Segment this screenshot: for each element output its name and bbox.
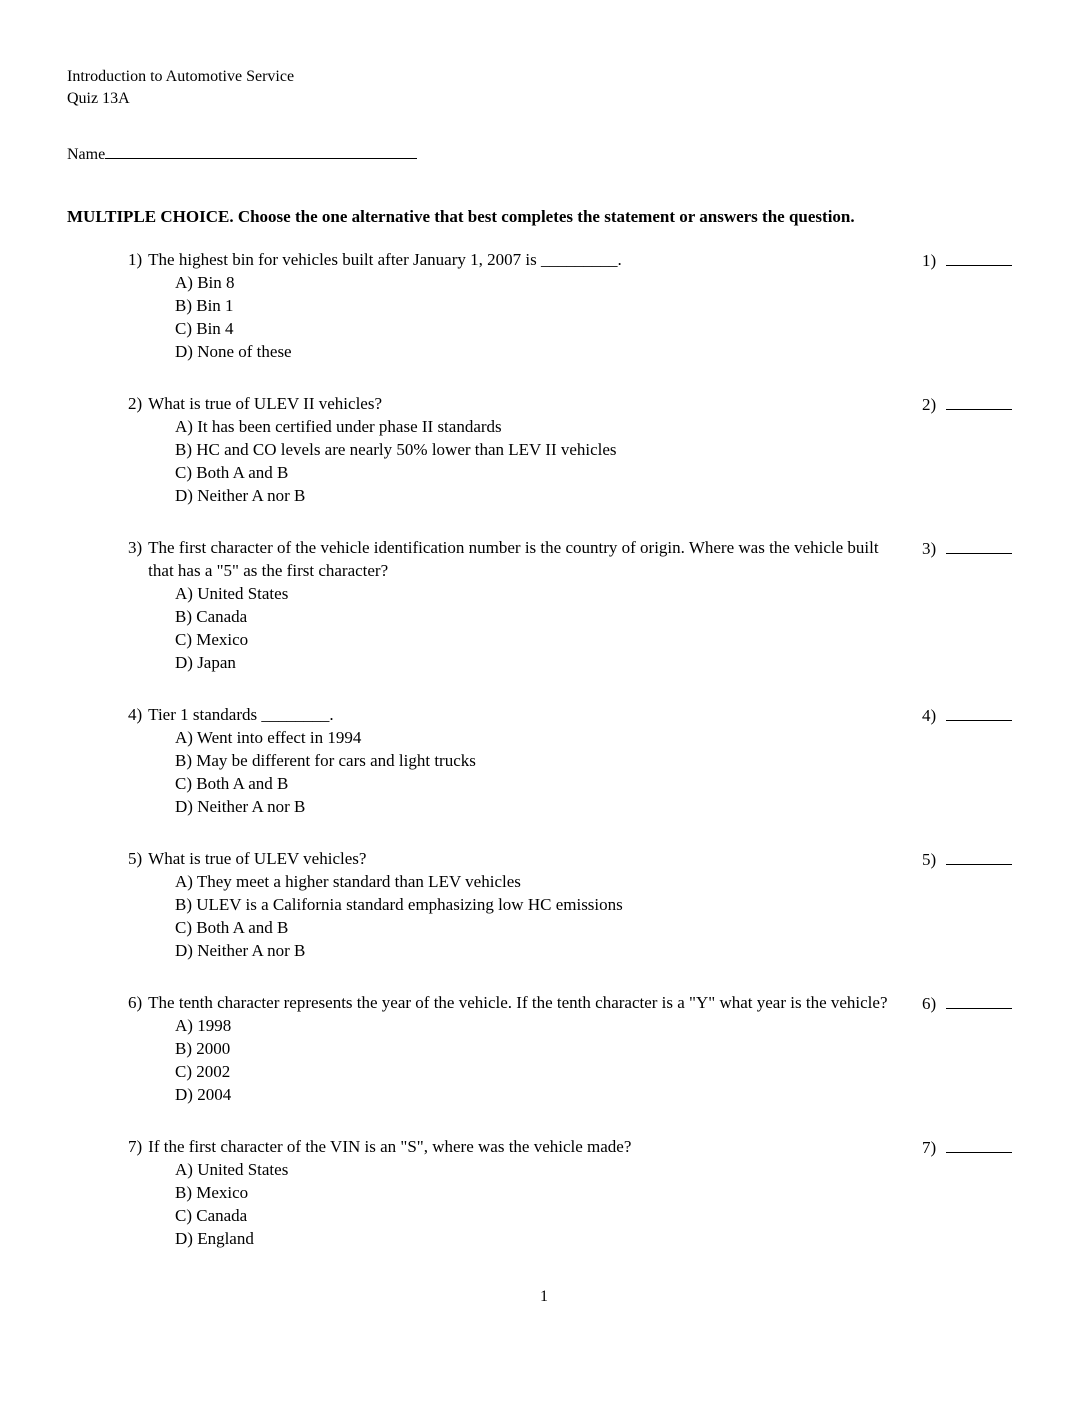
question-number: 6) (128, 993, 143, 1012)
choice: C) Mexico (175, 630, 249, 649)
choice-list (175, 271, 890, 363)
question-main (128, 392, 890, 507)
answer-cell (922, 248, 1017, 272)
name-blank-line (105, 142, 417, 159)
choice: C) Both A and B (175, 918, 289, 937)
answer-blank-line (946, 248, 1012, 266)
question-line (128, 847, 890, 870)
choice: C) 2002 (175, 1062, 231, 1081)
choice: B) 2000 (175, 1039, 231, 1058)
question-line (128, 248, 890, 271)
choice: D) Neither A nor B (175, 486, 306, 505)
question-block (67, 991, 1025, 1106)
choice-list (175, 726, 890, 818)
question-main (128, 703, 890, 818)
question-block (67, 703, 1025, 818)
answer-blank-line (946, 536, 1012, 554)
choice: C) Both A and B (175, 774, 289, 793)
question-text: The tenth character represents the year of the vehicle. If the tenth character is a "Y" what year is the vehicle? (148, 993, 888, 1012)
question-list (67, 248, 1025, 1250)
answer-cell (922, 1135, 1017, 1159)
question-main (128, 991, 890, 1106)
question-main (128, 248, 890, 363)
choice-list (175, 582, 890, 674)
question-text: Tier 1 standards ________. (148, 705, 334, 724)
answer-number: 6) (922, 994, 937, 1013)
answer-cell (922, 703, 1017, 727)
question-number: 4) (128, 705, 143, 724)
choice: B) May be different for cars and light trucks (175, 751, 476, 770)
answer-number: 1) (922, 251, 937, 270)
question-line (128, 991, 890, 1014)
choice: A) It has been certified under phase II standards (175, 417, 502, 436)
answer-cell (922, 392, 1017, 416)
answer-blank-line (946, 392, 1012, 410)
choice: D) England (175, 1229, 254, 1248)
answer-number: 4) (922, 706, 937, 725)
choice: A) Bin 8 (175, 273, 235, 292)
answer-cell (922, 536, 1017, 560)
choice: D) Neither A nor B (175, 941, 306, 960)
quiz-title: Quiz 13A (67, 90, 130, 107)
answer-number: 2) (922, 395, 937, 414)
question-text: The highest bin for vehicles built after January 1, 2007 is _________. (148, 250, 622, 269)
choice: A) United States (175, 1160, 289, 1179)
question-line (128, 1135, 890, 1158)
question-block (67, 536, 1025, 674)
answer-blank-line (946, 703, 1012, 721)
name-row (67, 142, 1025, 166)
question-block (67, 847, 1025, 962)
question-main (128, 847, 890, 962)
question-main (128, 1135, 890, 1250)
question-line (128, 392, 890, 415)
choice: B) ULEV is a California standard emphasizing low HC emissions (175, 895, 623, 914)
choice: C) Bin 4 (175, 319, 234, 338)
answer-blank-line (946, 1135, 1012, 1153)
choice: B) HC and CO levels are nearly 50% lower than LEV II vehicles (175, 440, 617, 459)
choice: B) Mexico (175, 1183, 249, 1202)
question-number: 1) (128, 250, 143, 269)
question-line (128, 703, 890, 726)
choice-list (175, 870, 890, 962)
question-text: If the first character of the VIN is an "S", where was the vehicle made? (148, 1137, 632, 1156)
page-number: 1 (540, 1288, 548, 1305)
choice: D) Neither A nor B (175, 797, 306, 816)
question-number: 2) (128, 394, 143, 413)
answer-cell (922, 991, 1017, 1015)
choice-list (175, 1158, 890, 1250)
question-number: 3) (128, 538, 143, 557)
course-title: Introduction to Automotive Service (67, 68, 295, 85)
question-text: The first character of the vehicle identification number is the country of origin. Where was the vehicle built that has a "5" as the first character? (148, 538, 879, 580)
answer-blank-line (946, 847, 1012, 865)
question-number: 5) (128, 849, 143, 868)
question-line (128, 536, 890, 582)
choice: A) United States (175, 584, 289, 603)
answer-number: 3) (922, 539, 937, 558)
choice: B) Bin 1 (175, 296, 234, 315)
choice: D) 2004 (175, 1085, 232, 1104)
answer-cell (922, 847, 1017, 871)
question-block (67, 248, 1025, 363)
question-text: What is true of ULEV vehicles? (148, 849, 367, 868)
choice: A) Went into effect in 1994 (175, 728, 362, 747)
choice: A) 1998 (175, 1016, 232, 1035)
question-block (67, 392, 1025, 507)
question-block (67, 1135, 1025, 1250)
answer-blank-line (946, 991, 1012, 1009)
choice: B) Canada (175, 607, 248, 626)
name-label: Name (67, 146, 106, 163)
choice: D) Japan (175, 653, 236, 672)
question-main (128, 536, 890, 674)
choice: C) Both A and B (175, 463, 289, 482)
choice-list (175, 1014, 890, 1106)
question-text: What is true of ULEV II vehicles? (148, 394, 382, 413)
answer-number: 7) (922, 1138, 937, 1157)
answer-number: 5) (922, 850, 937, 869)
choice: A) They meet a higher standard than LEV vehicles (175, 872, 521, 891)
question-number: 7) (128, 1137, 143, 1156)
instructions-heading: MULTIPLE CHOICE. Choose the one alternative that best completes the statement or answers the question. (67, 207, 855, 226)
choice: D) None of these (175, 342, 292, 361)
choice-list (175, 415, 890, 507)
choice: C) Canada (175, 1206, 248, 1225)
